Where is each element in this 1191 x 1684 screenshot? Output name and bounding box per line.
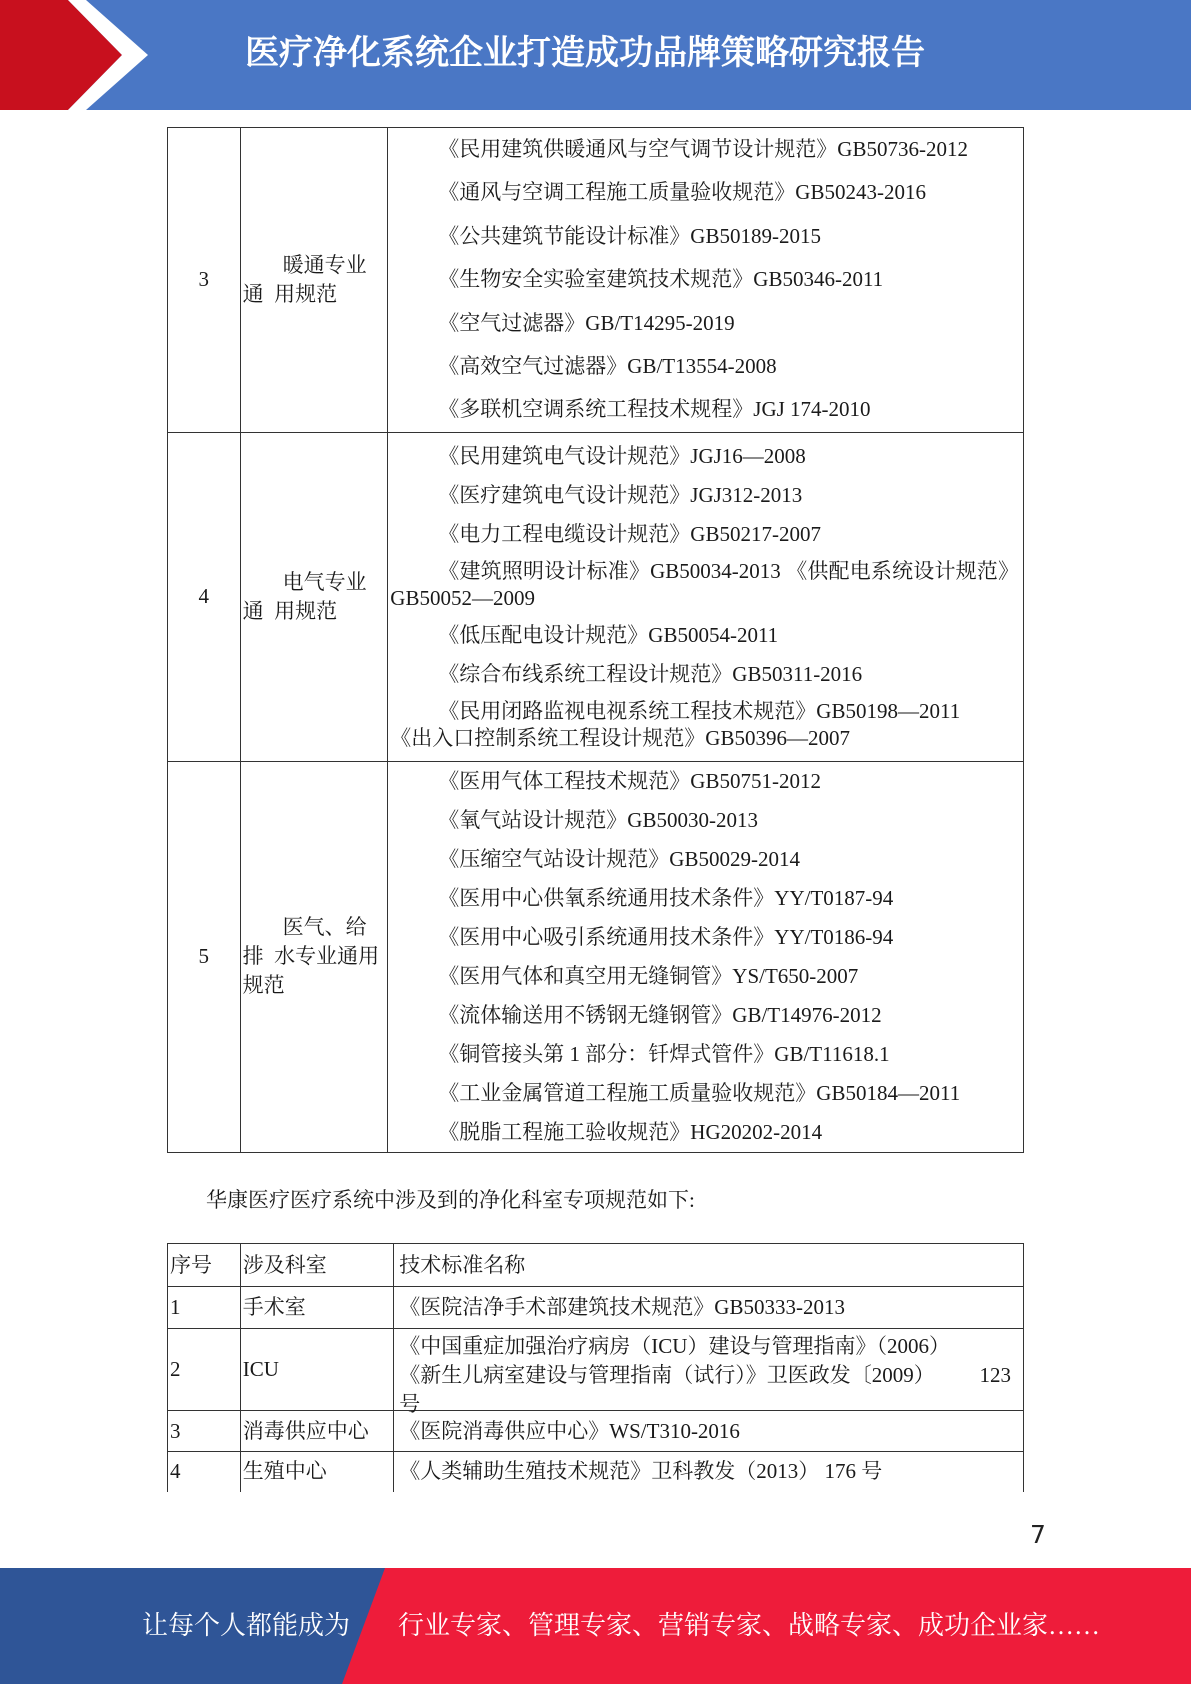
standard-item: 《出入口控制系统工程设计规范》GB50396—2007 xyxy=(390,726,850,751)
standard-item: 《医用气体和真空用无缝铜管》YS/T650-2007 xyxy=(438,963,859,988)
standards-list xyxy=(388,432,1024,761)
page-footer xyxy=(0,1568,1191,1684)
standard-item: 《流体输送用不锈钢无缝钢管》GB/T14976-2012 xyxy=(438,1002,882,1027)
row-number: 5 xyxy=(168,761,241,1152)
standard-name: 《医院消毒供应中心》WS/T310-2016 xyxy=(394,1411,1024,1452)
header-chevron-logo xyxy=(0,0,150,110)
standard-item: 《民用建筑电气设计规范》JGJ16—2008 xyxy=(438,444,806,469)
standard-item: 《脱脂工程施工验收规范》HG20202-2014 xyxy=(438,1119,823,1144)
standard-item: 《电力工程电缆设计规范》GB50217-2007 xyxy=(438,522,821,547)
intro-paragraph: 华康医疗医疗系统中涉及到的净化科室专项规范如下: xyxy=(206,1188,695,1212)
footer-slogan-left: 让每个人都能成为 xyxy=(142,1611,351,1640)
department-name: 消毒供应中心 xyxy=(240,1411,394,1452)
standard-item: 《铜管接头第 1 部分：钎焊式管件》GB/T11618.1 xyxy=(438,1041,890,1066)
standards-list xyxy=(388,128,1024,433)
standard-item: 《压缩空气站设计规范》GB50029-2014 xyxy=(438,846,800,871)
category-line: 通 用规范 xyxy=(242,281,338,306)
report-title: 医疗净化系统企业打造成功品牌策略研究报告 xyxy=(245,33,925,73)
column-header: 技术标准名称 xyxy=(394,1244,1024,1287)
department-name: 手术室 xyxy=(240,1287,394,1329)
standards-table xyxy=(167,127,1024,1153)
standard-item: 《民用闭路监视电视系统工程技术规范》GB50198—2011 xyxy=(438,699,961,724)
department-name: 生殖中心 xyxy=(240,1452,394,1492)
standard-name xyxy=(394,1329,1024,1416)
standard-item: 《高效空气过滤器》GB/T13554-2008 xyxy=(438,354,777,379)
standard-item: 《医用中心吸引系统通用技术条件》YY/T0186-94 xyxy=(438,924,894,949)
row-number: 1 xyxy=(168,1287,241,1329)
table-row xyxy=(168,1452,1024,1492)
row-number: 4 xyxy=(168,432,241,761)
standard-name: 《人类辅助生殖技术规范》卫科教发（2013） 176 号 xyxy=(394,1452,1024,1492)
department-table xyxy=(167,1243,1024,1492)
table-row xyxy=(168,128,1024,433)
standard-item-pair xyxy=(390,694,1019,756)
column-header: 序号 xyxy=(168,1244,241,1287)
standard-item: 《生物安全实验室建筑技术规范》GB50346-2011 xyxy=(438,267,884,292)
row-number: 2 xyxy=(168,1329,241,1411)
standard-item: 《民用建筑供暖通风与空气调节设计规范》GB50736-2012 xyxy=(438,137,968,161)
category-cell xyxy=(240,128,388,433)
standard-item: 《氧气站设计规范》GB50030-2013 xyxy=(438,807,758,832)
page-number: 7 xyxy=(1030,1520,1046,1549)
column-header: 涉及科室 xyxy=(240,1244,394,1287)
standard-item: 《工业金属管道工程施工质量验收规范》GB50184—2011 xyxy=(438,1080,961,1105)
standards-list xyxy=(388,761,1024,1152)
standard-item: 《公共建筑节能设计标准》GB50189-2015 xyxy=(438,223,821,248)
document-number: 123 xyxy=(979,1363,1011,1387)
standard-line: 《中国重症加强治疗病房（ICU）建设与管理指南》（2006） xyxy=(399,1334,950,1358)
table-row xyxy=(168,761,1024,1152)
department-name: ICU xyxy=(240,1329,394,1411)
category-cell xyxy=(240,432,388,761)
standard-item: 《医疗建筑电气设计规范》JGJ312-2013 xyxy=(438,483,803,508)
page-header xyxy=(0,0,1191,110)
standard-line-clipped: 号 xyxy=(399,1392,421,1416)
category-line: 排 水专业通用规范 xyxy=(242,944,380,998)
standard-item: 《多联机空调系统工程技术规程》JGJ 174-2010 xyxy=(438,397,871,422)
standard-line-text: 《新生儿病室建设与管理指南（试行）》卫医政发〔2009） xyxy=(399,1363,935,1387)
table-row xyxy=(168,1287,1024,1329)
footer-slogan-right: 行业专家、管理专家、营销专家、战略专家、成功企业家…… xyxy=(398,1611,1101,1640)
row-number: 4 xyxy=(168,1452,241,1492)
standard-item: 《医用中心供氧系统通用技术条件》YY/T0187-94 xyxy=(438,885,894,910)
standard-item: 《低压配电设计规范》GB50054-2011 xyxy=(438,623,779,648)
standard-item: 《医用气体工程技术规范》GB50751-2012 xyxy=(438,768,821,793)
standard-item: 《综合布线系统工程设计规范》GB50311-2016 xyxy=(438,662,863,687)
category-cell xyxy=(240,761,388,1152)
standard-name: 《医院洁净手术部建筑技术规范》GB50333-2013 xyxy=(394,1287,1024,1329)
standard-item: 《空气过滤器》GB/T14295-2019 xyxy=(438,310,735,335)
category-line: 通 用规范 xyxy=(242,598,338,623)
standard-item: 《建筑照明设计标准》GB50034-2013 《供配电系统设计规范》GB50052—2009 xyxy=(390,559,1019,611)
table-row xyxy=(168,1411,1024,1452)
table-header-row xyxy=(168,1244,1024,1287)
row-number: 3 xyxy=(168,1411,241,1452)
table-row xyxy=(168,1329,1024,1411)
row-number: 3 xyxy=(168,128,241,433)
standard-line xyxy=(399,1361,1019,1390)
category-line: 医气、给 xyxy=(282,915,367,940)
table-row xyxy=(168,432,1024,761)
category-line: 电气专业 xyxy=(282,569,367,594)
standard-item: 《通风与空调工程施工质量验收规范》GB50243-2016 xyxy=(438,180,926,205)
category-line: 暖通专业 xyxy=(282,252,367,277)
